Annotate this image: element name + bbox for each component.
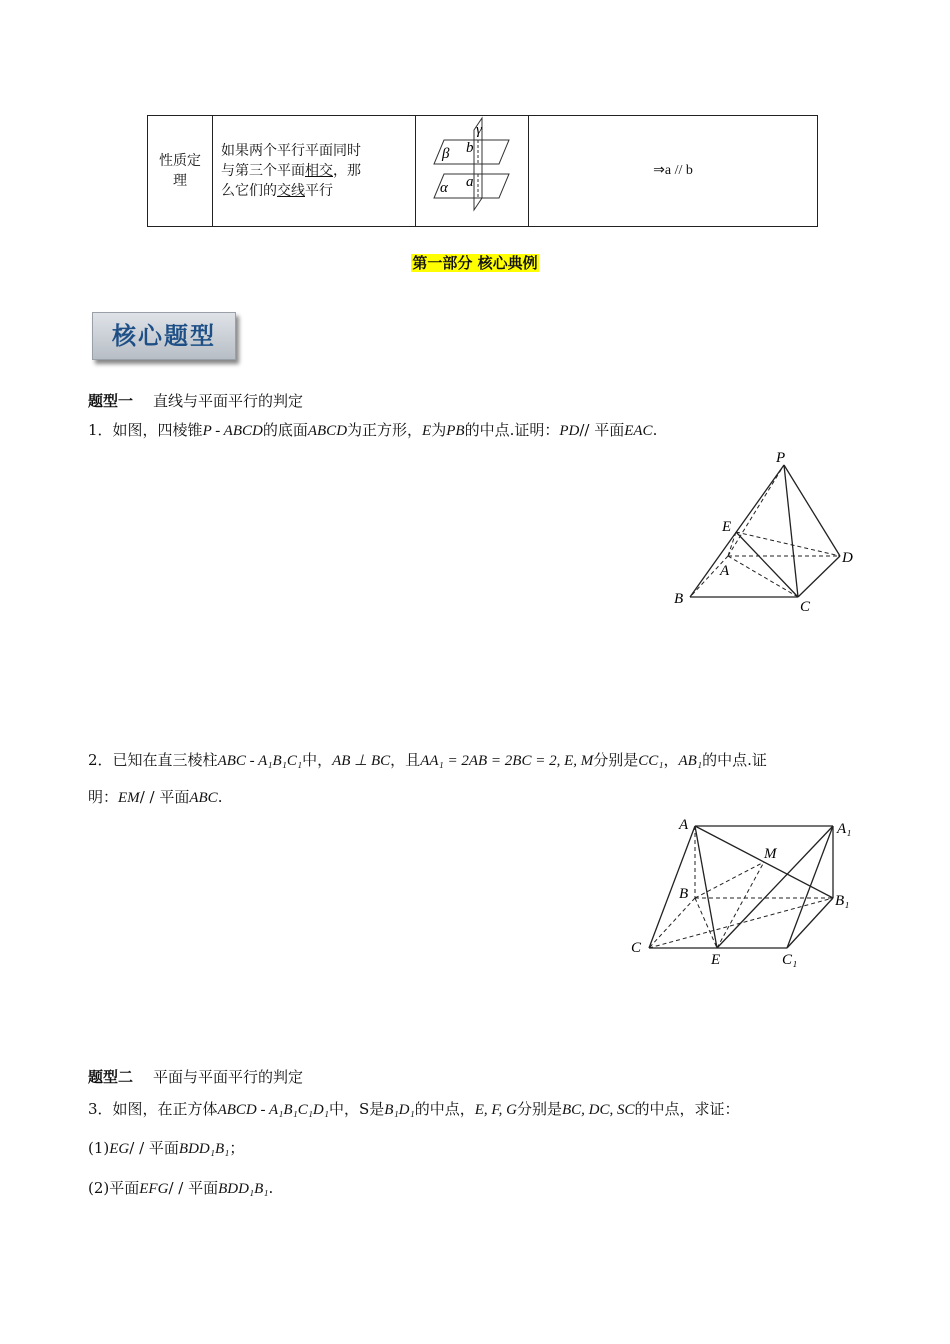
question-2: 2．已知在直三棱柱ABC - A₁B₁C₁中，AB ⊥ BC，且AA₁ = 2AB = 2BC = 2, E, M分别是CC₁，AB₁的中点.证 (88, 751, 767, 769)
theorem-conclusion: ⇒a // b (529, 116, 818, 227)
label-A: A (720, 563, 730, 579)
type1-heading: 题型一 直线与平面平行的判定 (88, 392, 304, 410)
line-b-label: b (466, 140, 474, 156)
question-3-part1: (1)EG/ / 平面BDD₁B₁； (88, 1139, 245, 1157)
label-B: B (674, 591, 684, 607)
line-a-label: a (466, 174, 474, 190)
label-E: E (711, 952, 721, 968)
label-A1: A₁ (837, 821, 852, 837)
core-types-badge: 核心题型 (92, 312, 236, 360)
label-C: C (631, 940, 642, 956)
label-D: D (842, 550, 853, 566)
section-title: 第一部分 核心典例 (412, 254, 538, 272)
label-C1: C₁ (782, 952, 798, 968)
label-B: B (679, 886, 689, 902)
label-C: C (800, 599, 811, 615)
theorem-statement-cell: 如果两个平行平面同时 与第三个平面相交，那 么它们的交线平行 (213, 116, 416, 227)
theorem-name-cell: 性质定 理 (148, 116, 213, 227)
type2-heading: 题型二 平面与平面平行的判定 (88, 1068, 304, 1086)
question-3: 3．如图，在正方体ABCD - A₁B₁C₁D₁中，S是B₁D₁的中点，E, F, G分别是BC, DC, SC的中点，求证： (88, 1100, 740, 1118)
label-A: A (679, 817, 689, 833)
label-B1: B₁ (835, 893, 850, 909)
beta-label: β (442, 146, 450, 162)
section-title-row (0, 252, 950, 273)
parallel-planes-diagram (416, 116, 528, 220)
label-M: M (764, 846, 777, 862)
alpha-label: α (440, 180, 448, 196)
label-P: P (776, 450, 786, 466)
theorem-table (147, 115, 818, 227)
question-3-part2: (2)平面EFG/ / 平面BDD₁B₁. (88, 1179, 274, 1197)
question-1: 1．如图，四棱锥P - ABCD的底面ABCD为正方形，E为PB的中点.证明：PD// 平面EAC. (88, 421, 658, 439)
theorem-diagram-cell (416, 116, 529, 227)
label-E: E (722, 519, 732, 535)
prism-figure (625, 812, 865, 972)
gamma-label: γ (476, 122, 482, 138)
pyramid-figure (660, 445, 870, 620)
question-2-line2: 明：EM/ / 平面ABC. (88, 788, 223, 806)
